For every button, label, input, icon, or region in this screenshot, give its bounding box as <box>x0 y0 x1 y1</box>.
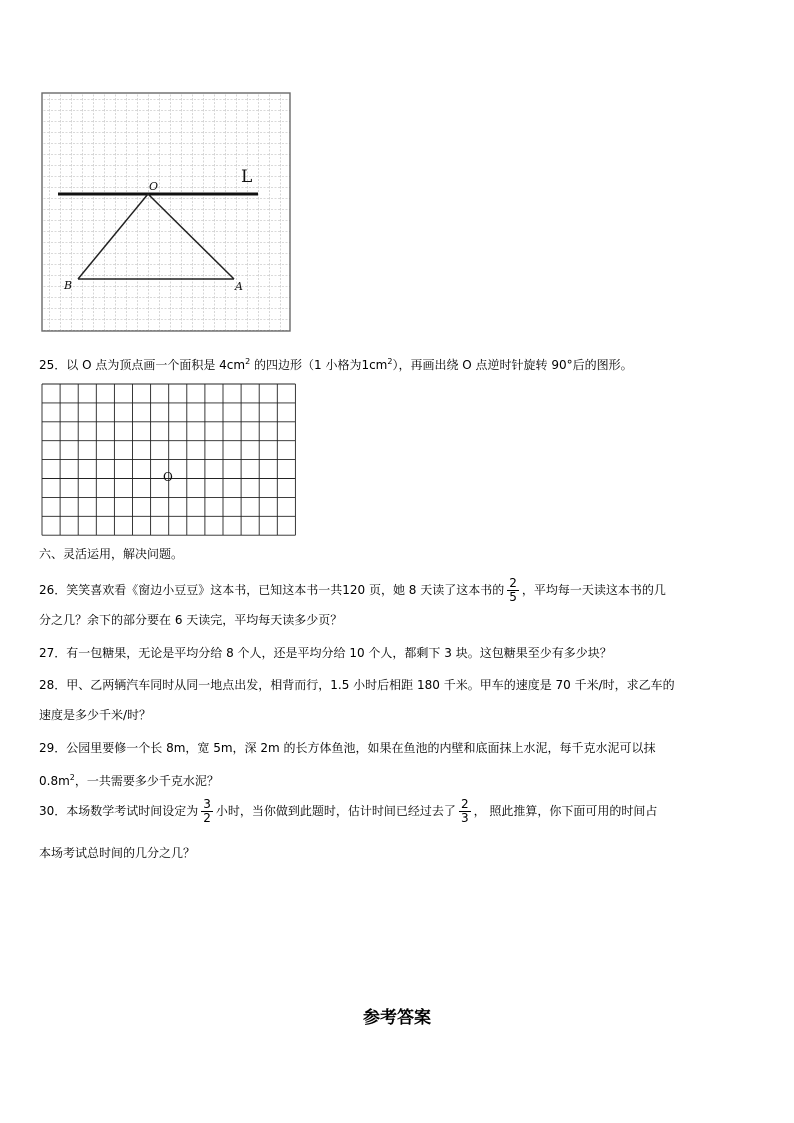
question-28-line2: 速度是多少千米/时？ <box>39 708 152 722</box>
q25-text-a: 25．以 O 点为顶点画一个面积是 4cm <box>39 358 246 372</box>
figure-triangle-grid <box>38 88 294 336</box>
label-o: O <box>149 180 159 193</box>
label-l: L <box>241 167 253 187</box>
label-a: A <box>235 280 243 293</box>
answer-grid-lines <box>42 384 295 535</box>
question-30-line1 <box>39 798 657 825</box>
question-28-line1: 28．甲、乙两辆汽车同时从同一地点出发，相背而行，1.5 小时后相距 180 千米。甲车的速度是 70 千米/时，求乙车的 <box>39 678 675 692</box>
q29-sup: 2 <box>69 773 75 782</box>
q30-text-b: 小时，当你做到此题时，估计时间已经过去了 <box>215 804 456 818</box>
q26-frac-den: 5 <box>509 590 517 604</box>
question-25 <box>39 354 633 373</box>
question-26-line2: 分之几？余下的部分要在 6 天读完，平均每天读多少页？ <box>39 613 343 627</box>
q29-text-b: ，一共需要多少千克水泥？ <box>74 774 219 788</box>
answer-grid[interactable] <box>40 382 300 538</box>
question-26-line1 <box>39 577 666 604</box>
q30-frac2-num: 2 <box>460 797 469 811</box>
q30-frac2-den: 3 <box>460 811 469 825</box>
q26-frac-num: 2 <box>509 576 517 590</box>
q25-sup2: 2 <box>387 357 393 366</box>
label-b: B <box>64 279 73 292</box>
q29-text-a: 0.8m <box>39 774 70 788</box>
question-27: 27．有一包糖果，无论是平均分给 8 个人，还是平均分给 10 个人，都剩下 3 块。这包糖果至少有多少块？ <box>39 646 612 660</box>
q30-text-c: ， 照此推算，你下面可用的时间占 <box>473 804 658 818</box>
q25-text-b: 的四边形（1 小格为1cm <box>250 358 388 372</box>
q26-text-b: ，平均每一天读这本书的几 <box>521 583 666 597</box>
q30-frac1-num: 3 <box>203 797 211 811</box>
question-30-line2: 本场考试总时间的几分之几？ <box>39 846 196 860</box>
q25-sup1: 2 <box>245 357 251 366</box>
question-29-line1: 29．公园里要修一个长 8m，宽 5m，深 2m 的长方体鱼池，如果在鱼池的内壁和底面抹上水泥，每千克水泥可以抹 <box>39 741 656 755</box>
q30-text-a: 30．本场数学考试时间设定为 <box>39 804 199 818</box>
q30-frac1-den: 2 <box>203 811 211 825</box>
q30-fraction-2 <box>459 798 471 825</box>
answers-title: 参考答案 <box>363 1008 431 1028</box>
section-six-heading: 六、灵活运用，解决问题。 <box>39 547 184 561</box>
q30-fraction-1 <box>201 798 213 825</box>
q26-text-a: 26．笑笑喜欢看《窗边小豆豆》这本书，已知这本书一共120 页，她 8 天读了这本书的 <box>39 583 505 597</box>
question-29-line2 <box>39 770 219 789</box>
grid-point-o: O <box>163 470 173 484</box>
q26-fraction <box>507 577 519 604</box>
q25-text-c: ），再画出绕 O 点逆时针旋转 90°后的图形。 <box>392 358 633 372</box>
